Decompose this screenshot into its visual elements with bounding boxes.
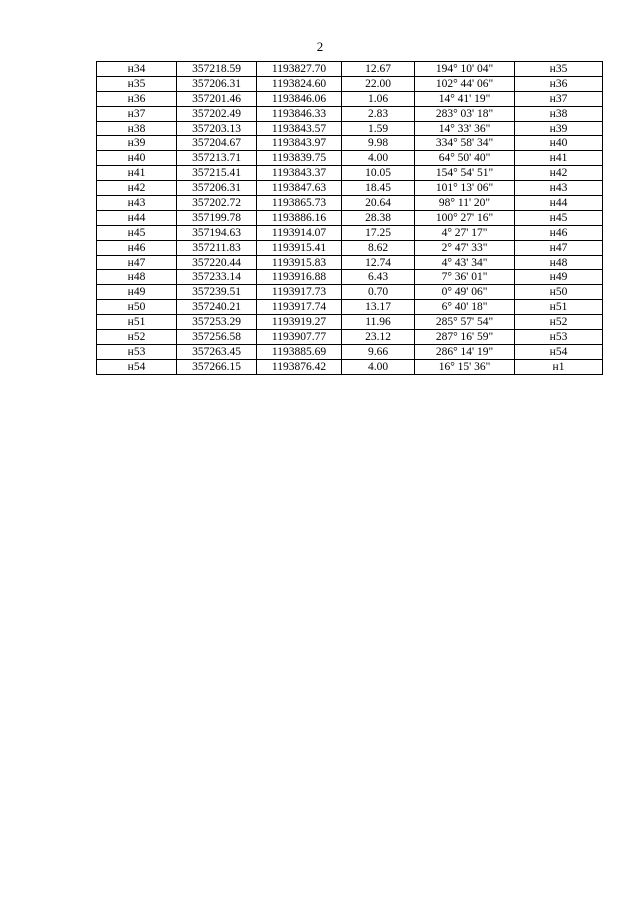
table-row xyxy=(97,151,603,166)
length-cell: 4.00 xyxy=(342,359,415,374)
table-row xyxy=(97,166,603,181)
point-to-cell: н42 xyxy=(515,166,603,181)
length-cell: 4.00 xyxy=(342,151,415,166)
bearing-cell: 101° 13' 06" xyxy=(415,181,515,196)
table-row xyxy=(97,181,603,196)
point-from-cell: н51 xyxy=(97,315,177,330)
x-coordinate-cell: 357194.63 xyxy=(177,225,257,240)
page-number: 2 xyxy=(316,39,324,54)
length-cell: 12.74 xyxy=(342,255,415,270)
bearing-cell: 64° 50' 40" xyxy=(415,151,515,166)
x-coordinate-cell: 357263.45 xyxy=(177,344,257,359)
x-coordinate-cell: 357215.41 xyxy=(177,166,257,181)
y-coordinate-cell: 1193915.41 xyxy=(257,240,342,255)
y-coordinate-cell: 1193885.69 xyxy=(257,344,342,359)
length-cell: 20.64 xyxy=(342,196,415,211)
y-coordinate-cell: 1193843.57 xyxy=(257,121,342,136)
point-from-cell: н34 xyxy=(97,62,177,77)
point-to-cell: н51 xyxy=(515,300,603,315)
table-row xyxy=(97,315,603,330)
point-to-cell: н38 xyxy=(515,106,603,121)
y-coordinate-cell: 1193886.16 xyxy=(257,210,342,225)
bearing-cell: 4° 43' 34" xyxy=(415,255,515,270)
y-coordinate-cell: 1193907.77 xyxy=(257,330,342,345)
point-from-cell: н38 xyxy=(97,121,177,136)
length-cell: 13.17 xyxy=(342,300,415,315)
length-cell: 6.43 xyxy=(342,270,415,285)
table-row xyxy=(97,300,603,315)
bearing-cell: 285° 57' 54" xyxy=(415,315,515,330)
table-row xyxy=(97,225,603,240)
length-cell: 23.12 xyxy=(342,330,415,345)
x-coordinate-cell: 357213.71 xyxy=(177,151,257,166)
point-from-cell: н54 xyxy=(97,359,177,374)
table-row xyxy=(97,285,603,300)
y-coordinate-cell: 1193876.42 xyxy=(257,359,342,374)
bearing-cell: 102° 44' 06" xyxy=(415,76,515,91)
x-coordinate-cell: 357253.29 xyxy=(177,315,257,330)
bearing-cell: 283° 03' 18" xyxy=(415,106,515,121)
x-coordinate-cell: 357203.13 xyxy=(177,121,257,136)
point-to-cell: н48 xyxy=(515,255,603,270)
y-coordinate-cell: 1193914.07 xyxy=(257,225,342,240)
y-coordinate-cell: 1193824.60 xyxy=(257,76,342,91)
table-row xyxy=(97,359,603,374)
point-to-cell: н54 xyxy=(515,344,603,359)
table-row xyxy=(97,121,603,136)
table-row xyxy=(97,136,603,151)
bearing-cell: 194° 10' 04" xyxy=(415,62,515,77)
length-cell: 28.38 xyxy=(342,210,415,225)
point-to-cell: н52 xyxy=(515,315,603,330)
x-coordinate-cell: 357211.83 xyxy=(177,240,257,255)
length-cell: 22.00 xyxy=(342,76,415,91)
x-coordinate-cell: 357206.31 xyxy=(177,76,257,91)
point-from-cell: н41 xyxy=(97,166,177,181)
y-coordinate-cell: 1193847.63 xyxy=(257,181,342,196)
x-coordinate-cell: 357256.58 xyxy=(177,330,257,345)
length-cell: 17.25 xyxy=(342,225,415,240)
length-cell: 9.98 xyxy=(342,136,415,151)
table-row xyxy=(97,330,603,345)
y-coordinate-cell: 1193919.27 xyxy=(257,315,342,330)
y-coordinate-cell: 1193827.70 xyxy=(257,62,342,77)
table-row xyxy=(97,240,603,255)
point-to-cell: н35 xyxy=(515,62,603,77)
table-row xyxy=(97,91,603,106)
bearing-cell: 286° 14' 19" xyxy=(415,344,515,359)
point-from-cell: н47 xyxy=(97,255,177,270)
point-to-cell: н46 xyxy=(515,225,603,240)
bearing-cell: 154° 54' 51" xyxy=(415,166,515,181)
x-coordinate-cell: 357240.21 xyxy=(177,300,257,315)
table-row xyxy=(97,76,603,91)
table-row xyxy=(97,344,603,359)
length-cell: 12.67 xyxy=(342,62,415,77)
bearing-cell: 7° 36' 01" xyxy=(415,270,515,285)
point-from-cell: н37 xyxy=(97,106,177,121)
length-cell: 11.96 xyxy=(342,315,415,330)
point-to-cell: н43 xyxy=(515,181,603,196)
x-coordinate-cell: 357201.46 xyxy=(177,91,257,106)
x-coordinate-cell: 357206.31 xyxy=(177,181,257,196)
bearing-cell: 14° 33' 36" xyxy=(415,121,515,136)
x-coordinate-cell: 357202.49 xyxy=(177,106,257,121)
y-coordinate-cell: 1193843.37 xyxy=(257,166,342,181)
point-from-cell: н49 xyxy=(97,285,177,300)
bearing-cell: 0° 49' 06" xyxy=(415,285,515,300)
table-row xyxy=(97,62,603,77)
point-to-cell: н44 xyxy=(515,196,603,211)
bearing-cell: 16° 15' 36" xyxy=(415,359,515,374)
table-row xyxy=(97,196,603,211)
table-row xyxy=(97,210,603,225)
bearing-cell: 6° 40' 18" xyxy=(415,300,515,315)
x-coordinate-cell: 357220.44 xyxy=(177,255,257,270)
y-coordinate-cell: 1193839.75 xyxy=(257,151,342,166)
bearing-cell: 98° 11' 20" xyxy=(415,196,515,211)
coordinates-table xyxy=(96,61,603,375)
point-to-cell: н36 xyxy=(515,76,603,91)
point-from-cell: н43 xyxy=(97,196,177,211)
y-coordinate-cell: 1193843.97 xyxy=(257,136,342,151)
x-coordinate-cell: 357239.51 xyxy=(177,285,257,300)
length-cell: 18.45 xyxy=(342,181,415,196)
length-cell: 10.05 xyxy=(342,166,415,181)
point-from-cell: н40 xyxy=(97,151,177,166)
x-coordinate-cell: 357199.78 xyxy=(177,210,257,225)
y-coordinate-cell: 1193917.73 xyxy=(257,285,342,300)
y-coordinate-cell: 1193846.33 xyxy=(257,106,342,121)
table-row xyxy=(97,255,603,270)
point-from-cell: н52 xyxy=(97,330,177,345)
point-from-cell: н50 xyxy=(97,300,177,315)
y-coordinate-cell: 1193915.83 xyxy=(257,255,342,270)
bearing-cell: 100° 27' 16" xyxy=(415,210,515,225)
point-from-cell: н44 xyxy=(97,210,177,225)
x-coordinate-cell: 357202.72 xyxy=(177,196,257,211)
point-to-cell: н37 xyxy=(515,91,603,106)
point-from-cell: н46 xyxy=(97,240,177,255)
bearing-cell: 334° 58' 34" xyxy=(415,136,515,151)
y-coordinate-cell: 1193846.06 xyxy=(257,91,342,106)
bearing-cell: 4° 27' 17" xyxy=(415,225,515,240)
point-to-cell: н53 xyxy=(515,330,603,345)
point-from-cell: н35 xyxy=(97,76,177,91)
point-from-cell: н39 xyxy=(97,136,177,151)
bearing-cell: 14° 41' 19" xyxy=(415,91,515,106)
x-coordinate-cell: 357266.15 xyxy=(177,359,257,374)
y-coordinate-cell: 1193916.88 xyxy=(257,270,342,285)
y-coordinate-cell: 1193865.73 xyxy=(257,196,342,211)
point-from-cell: н45 xyxy=(97,225,177,240)
point-from-cell: н48 xyxy=(97,270,177,285)
x-coordinate-cell: 357204.67 xyxy=(177,136,257,151)
table-row xyxy=(97,106,603,121)
point-from-cell: н42 xyxy=(97,181,177,196)
point-to-cell: н45 xyxy=(515,210,603,225)
table-row xyxy=(97,270,603,285)
x-coordinate-cell: 357218.59 xyxy=(177,62,257,77)
point-to-cell: н39 xyxy=(515,121,603,136)
point-to-cell: н49 xyxy=(515,270,603,285)
x-coordinate-cell: 357233.14 xyxy=(177,270,257,285)
point-to-cell: н40 xyxy=(515,136,603,151)
length-cell: 9.66 xyxy=(342,344,415,359)
length-cell: 1.06 xyxy=(342,91,415,106)
bearing-cell: 287° 16' 59" xyxy=(415,330,515,345)
point-to-cell: н41 xyxy=(515,151,603,166)
length-cell: 2.83 xyxy=(342,106,415,121)
bearing-cell: 2° 47' 33" xyxy=(415,240,515,255)
point-to-cell: н47 xyxy=(515,240,603,255)
point-from-cell: н36 xyxy=(97,91,177,106)
point-to-cell: н50 xyxy=(515,285,603,300)
length-cell: 1.59 xyxy=(342,121,415,136)
length-cell: 0.70 xyxy=(342,285,415,300)
point-from-cell: н53 xyxy=(97,344,177,359)
y-coordinate-cell: 1193917.74 xyxy=(257,300,342,315)
point-to-cell: н1 xyxy=(515,359,603,374)
length-cell: 8.62 xyxy=(342,240,415,255)
